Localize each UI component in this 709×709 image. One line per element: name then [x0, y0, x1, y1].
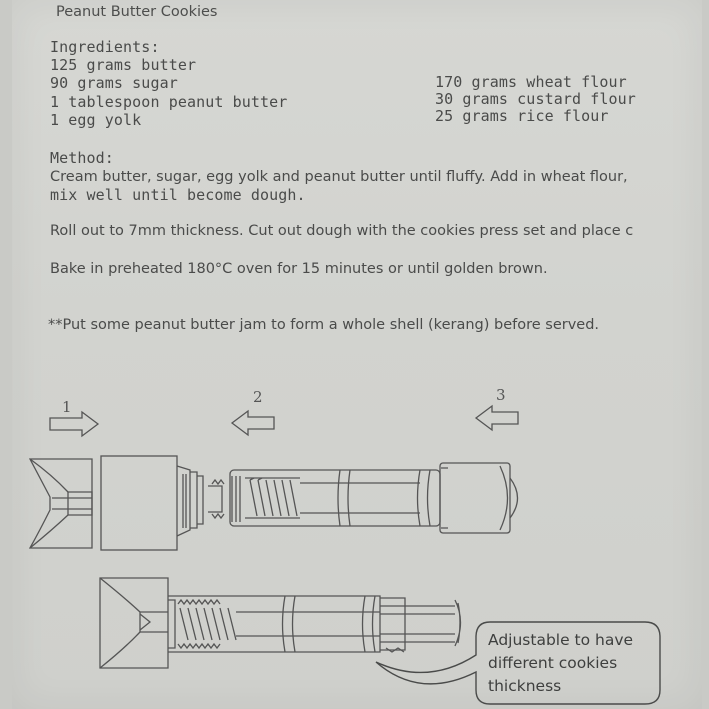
left-arrow-icon: [476, 406, 518, 430]
ingredient-item: 25 grams rice flour: [435, 107, 609, 125]
bake-step: Bake in preheated 180°C oven for 15 minutes or until golden brown.: [50, 261, 548, 277]
method-heading: Method:: [50, 149, 114, 167]
step-label-2: 2: [253, 388, 263, 406]
serving-note: **Put some peanut butter jam to form a whole shell (kerang) before served.: [48, 317, 600, 333]
callout-line: Adjustable to have: [488, 631, 634, 649]
ingredient-item: 1 egg yolk: [50, 111, 142, 129]
left-arrow-icon: [232, 411, 274, 435]
step-label-3: 3: [496, 386, 506, 404]
step-label-1: 1: [62, 398, 72, 416]
roll-step: Roll out to 7mm thickness. Cut out dough with the cookies press set and place c: [50, 223, 634, 239]
right-arrow-icon: [50, 412, 98, 436]
ingredients-heading: Ingredients:: [50, 38, 160, 56]
ingredient-item: 90 grams sugar: [50, 74, 178, 92]
callout-line: different cookies: [488, 654, 618, 672]
method-text: mix well until become dough.: [50, 186, 306, 204]
press-nozzle: [30, 459, 92, 548]
ingredient-item: 170 grams wheat flour: [435, 73, 627, 91]
recipe-title: Peanut Butter Cookies: [56, 4, 218, 20]
ingredient-item: 30 grams custard flour: [435, 90, 636, 108]
press-collar: [101, 456, 203, 550]
method-text: Cream butter, sugar, egg yolk and peanut butter until fluffy. Add in wheat flour,: [50, 169, 628, 185]
press-barrel: [208, 463, 518, 533]
ingredient-item: 125 grams butter: [50, 56, 197, 74]
callout-line: thickness: [488, 677, 562, 695]
ingredient-item: 1 tablespoon peanut butter: [50, 93, 288, 111]
press-assembled: [100, 578, 461, 668]
